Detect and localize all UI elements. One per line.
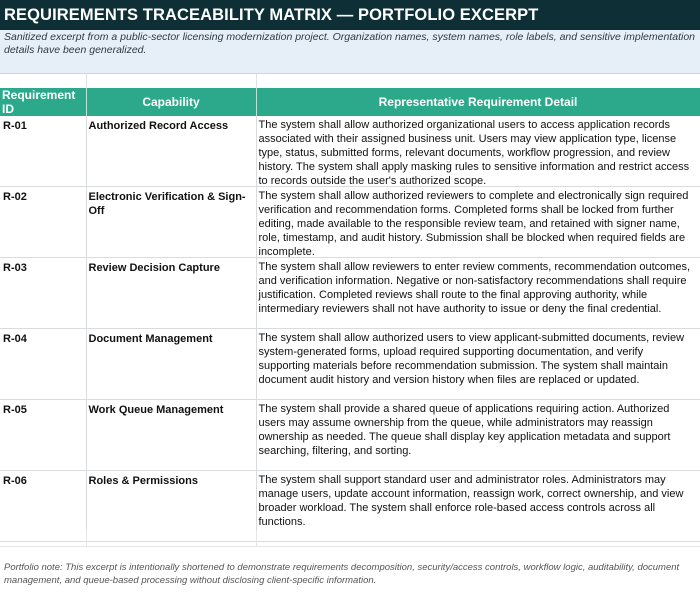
capability: Document Management (88, 333, 213, 345)
capability: Review Decision Capture (88, 262, 220, 274)
capability: Authorized Record Access (88, 120, 229, 132)
traceability-table (0, 88, 700, 542)
table-row (0, 400, 700, 471)
requirement-detail: The system shall allow authorized organizational users to access application records associated with their assigned business unit. Users may view application type, license type, status, submitted forms, relevant documents, workflow progression, and review history. The system shall apply masking rules to sensitive information and restrict access to records outside the user's authorized scope. (258, 119, 690, 186)
column-header-capability: Capability (86, 88, 256, 116)
intro-note: Sanitized excerpt from a public-sector licensing modernization project. Organization names, system names, role labels, and sensitive implementation details have been generalized. (0, 30, 700, 74)
empty-row (0, 530, 700, 547)
capability: Electronic Verification & Sign-Off (88, 191, 246, 217)
capability: Work Queue Management (88, 404, 224, 416)
spacer-row (0, 74, 700, 89)
requirement-detail: The system shall provide a shared queue of applications requiring action. Authorized users may assume ownership from the queue, while administrators may reassign ownership as needed. The queue shall display key application metadata and support searching, filtering, and sorting. (258, 403, 671, 457)
requirement-detail: The system shall allow authorized users to view applicant-submitted documents, review system-generated forms, upload required supporting documentation, and verify supporting materials before recommendation submission. The system shall maintain document audit history and version history when files are replaced or updated. (258, 332, 685, 386)
requirement-id: R-06 (3, 475, 27, 487)
table-row (0, 116, 700, 187)
column-header-detail: Representative Requirement Detail (256, 88, 700, 116)
column-header-requirement-id: Requirement ID (0, 88, 86, 116)
requirement-id: R-02 (3, 191, 27, 203)
requirement-id: R-01 (3, 120, 27, 132)
column-divider (86, 530, 87, 546)
column-divider (256, 530, 257, 546)
requirement-detail: The system shall allow authorized reviewers to complete and electronically sign required verification and recommendation forms. Completed forms shall be locked from further editing, made available to the responsible review team, and retained with signer name, role, timestamp, and audit history. Submission shall be blocked when required fields are incomplete. (258, 190, 689, 257)
requirement-detail: The system shall allow reviewers to enter review comments, recommendation outcomes, and verification information. Negative or non-satisfactory recommendations shall require justification. Completed reviews shall route to the final approving authority, while intermediary reviewers shall not have authority to issue or deny the final credential. (258, 261, 691, 315)
table-row (0, 187, 700, 258)
document-title: REQUIREMENTS TRACEABILITY MATRIX — PORTFOLIO EXCERPT (0, 0, 700, 30)
column-divider (256, 74, 257, 88)
requirement-detail: The system shall support standard user and administrator roles. Administrators may manage users, update account information, reassign work, correct ownership, and view broader workload. The system shall enforce role-based access controls across all functions. (258, 474, 684, 528)
table-row (0, 258, 700, 329)
requirement-id: R-05 (3, 404, 27, 416)
column-divider (86, 74, 87, 88)
capability: Roles & Permissions (88, 475, 198, 487)
requirement-id: R-03 (3, 262, 27, 274)
table-row (0, 329, 700, 400)
table-header-row (0, 88, 700, 116)
requirement-id: R-04 (3, 333, 27, 345)
portfolio-note: Portfolio note: This excerpt is intentionally shortened to demonstrate requirements decomposition, security/access controls, workflow logic, auditability, document management, and queue-based processing without disclosing client-specific information. (4, 562, 680, 586)
